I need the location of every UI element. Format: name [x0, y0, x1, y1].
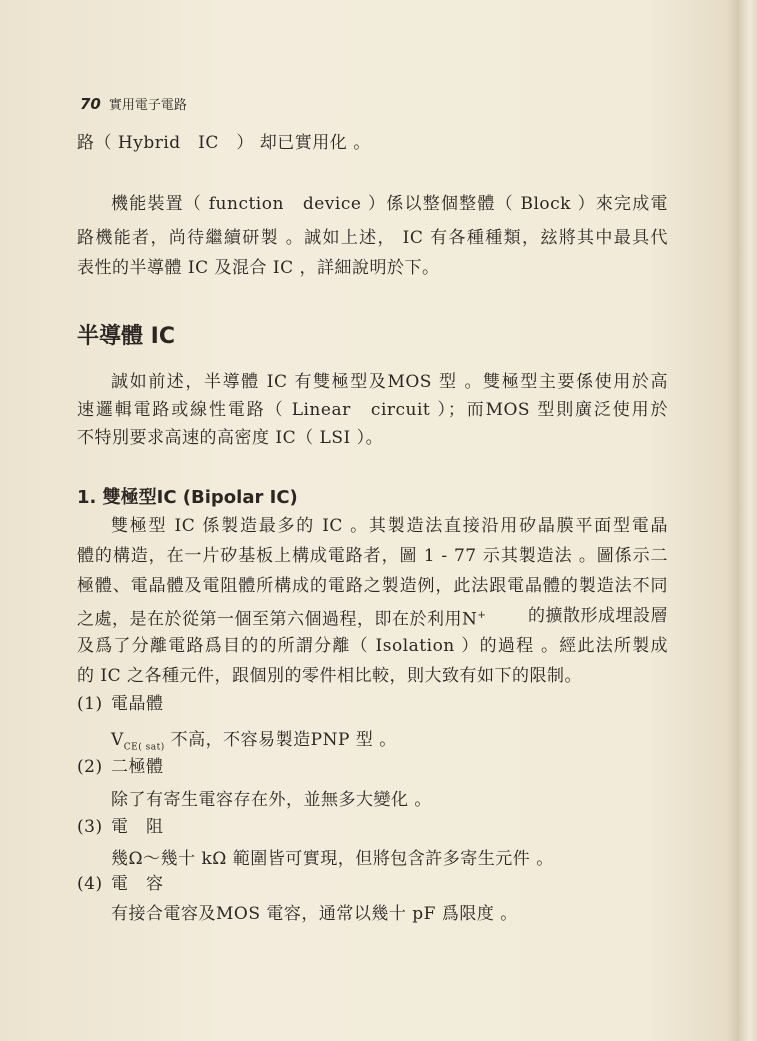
section-heading: 半導體 IC: [77, 324, 175, 349]
item-number: (4): [77, 874, 103, 894]
list-item-title: [77, 873, 668, 895]
paragraph-line: 及爲了分離電路爲目的的所謂分離（ Isolation ）的過程 。經此法所製成: [77, 636, 668, 656]
item-title: 電晶體: [111, 694, 164, 714]
paragraph-line: 速邏輯電路或線性電路（ Linear circuit ）；而MOS 型則廣泛使用於: [77, 400, 668, 420]
paragraph-line: 誠如前述，半導體 IC 有雙極型及MOS 型 。雙極型主要係使用於高: [111, 372, 668, 392]
item-title: 電 阻: [111, 817, 164, 837]
list-item-desc: [111, 729, 702, 758]
text: 的擴散形成埋設層: [528, 606, 668, 626]
text: 之處，是在於從第一個至第六個過程，即在於利用N: [77, 609, 478, 630]
running-header: [80, 94, 187, 113]
list-item-title: [77, 816, 668, 838]
vce-symbol: V: [111, 730, 124, 750]
item-number: (3): [77, 817, 103, 837]
vce-subscript: CE( sat): [123, 742, 165, 753]
paragraph-line: 路機能者，尚待繼續研製 。誠如上述， IC 有各種種類，玆將其中最具代: [77, 228, 668, 248]
book-gutter-shadow: [739, 0, 757, 1041]
item-desc: 不高，不容易製造PNP 型 。: [164, 730, 397, 750]
book-title: 實用電子電路: [108, 98, 187, 113]
list-item-title: [77, 693, 668, 715]
list-item-title: [77, 756, 668, 778]
list-item-desc: 有接合電容及MOS 電容，通常以幾十 pF 爲限度 。: [111, 904, 518, 924]
item-number: (2): [77, 757, 103, 777]
paragraph-line: 的 IC 之各種元件，跟個別的零件相比較，則大致有如下的限制。: [77, 666, 583, 686]
superscript: +: [477, 610, 487, 621]
intro-line: 路（ Hybrid IC ） 却已實用化 。: [77, 133, 371, 153]
item-number: (1): [77, 694, 103, 714]
paragraph-line: [77, 605, 668, 631]
paragraph-line: 不特別要求高速的高密度 IC（ LSI ）。: [77, 428, 384, 448]
page-number: 70: [80, 95, 101, 113]
paragraph-line: 雙極型 IC 係製造最多的 IC 。其製造法直接沿用矽晶膜平面型電晶: [111, 516, 668, 536]
list-item-desc: 幾Ω～幾十 kΩ 範圍皆可實現，但將包含許多寄生元件 。: [111, 849, 554, 869]
list-item-desc: 除了有寄生電容存在外，並無多大變化 。: [111, 790, 432, 810]
item-title: 二極體: [111, 757, 164, 777]
paragraph-line: 機能裝置（ function device ）係以整個整體（ Block ）來完成電: [111, 194, 668, 214]
paragraph-line: 表性的半導體 IC 及混合 IC ，詳細說明於下。: [77, 258, 440, 278]
item-title: 電 容: [111, 874, 164, 894]
paragraph-line: 極體、電晶體及電阻體所構成的電路之製造例，此法跟電晶體的製造法不同: [77, 576, 668, 596]
subsection-heading: 1. 雙極型IC (Bipolar IC): [77, 487, 298, 508]
paragraph-line: 體的構造，在一片矽基板上構成電路者，圖 1 - 77 示其製造法 。圖係示二: [77, 546, 668, 566]
